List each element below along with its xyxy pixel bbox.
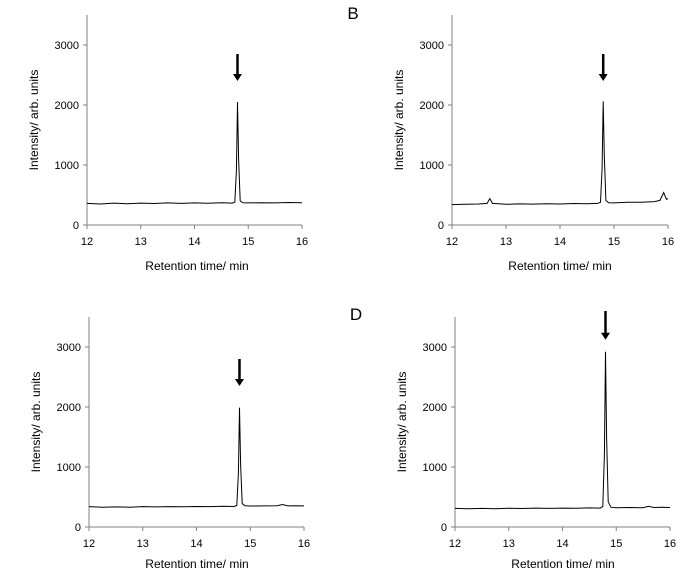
x-axis-label: Retention time/ min bbox=[508, 259, 612, 273]
x-tick-label: 12 bbox=[445, 236, 459, 248]
y-axis-label: Intensity/ arb. units bbox=[29, 371, 43, 473]
x-tick-label: 15 bbox=[610, 538, 623, 550]
y-tick-label: 0 bbox=[72, 220, 79, 232]
chromatogram-trace bbox=[452, 101, 668, 204]
y-tick-label: 2000 bbox=[54, 100, 79, 112]
y-axis-label: Intensity/ arb. units bbox=[392, 69, 406, 171]
x-axis-label: Retention time/ min bbox=[145, 259, 249, 273]
y-tick-label: 2000 bbox=[419, 100, 444, 112]
chart-panel-bottom-left bbox=[29, 317, 310, 568]
panel-letter-d: D bbox=[349, 305, 363, 324]
peak-arrow-head bbox=[599, 74, 608, 81]
x-tick-label: 13 bbox=[136, 538, 149, 550]
x-tick-label: 14 bbox=[553, 236, 567, 248]
x-tick-label: 15 bbox=[607, 236, 621, 248]
y-tick-label: 3000 bbox=[56, 342, 81, 354]
y-tick-label: 3000 bbox=[422, 342, 447, 354]
chromatogram-trace bbox=[87, 102, 302, 204]
peak-arrow-head bbox=[235, 379, 244, 386]
chart-panel-top-left bbox=[27, 15, 308, 273]
panel-letter-b: B bbox=[347, 4, 359, 23]
x-tick-label: 13 bbox=[502, 538, 515, 550]
x-tick-label: 12 bbox=[82, 538, 96, 550]
x-tick-label: 14 bbox=[188, 236, 201, 248]
y-tick-label: 0 bbox=[74, 522, 81, 534]
x-tick-label: 13 bbox=[134, 236, 147, 248]
x-axis-label: Retention time/ min bbox=[511, 557, 615, 568]
y-tick-label: 2000 bbox=[422, 402, 447, 414]
y-tick-label: 2000 bbox=[56, 402, 81, 414]
x-tick-label: 16 bbox=[295, 236, 309, 248]
y-tick-label: 1000 bbox=[419, 160, 444, 172]
y-tick-label: 1000 bbox=[56, 462, 81, 474]
x-tick-label: 16 bbox=[297, 538, 311, 550]
y-tick-label: 1000 bbox=[54, 160, 79, 172]
chart-panel-bottom-right bbox=[395, 311, 676, 568]
y-axis-label: Intensity/ arb. units bbox=[27, 69, 41, 171]
x-tick-label: 14 bbox=[556, 538, 569, 550]
x-tick-label: 15 bbox=[242, 236, 255, 248]
y-tick-label: 3000 bbox=[419, 40, 444, 52]
y-tick-label: 0 bbox=[437, 220, 444, 232]
x-tick-label: 15 bbox=[244, 538, 257, 550]
chromatogram-trace bbox=[455, 352, 670, 509]
x-tick-label: 13 bbox=[499, 236, 513, 248]
y-tick-label: 0 bbox=[440, 522, 447, 534]
x-tick-label: 14 bbox=[190, 538, 203, 550]
peak-arrow-head bbox=[601, 333, 610, 340]
y-axis-label: Intensity/ arb. units bbox=[395, 371, 409, 473]
x-tick-label: 16 bbox=[661, 236, 675, 248]
x-tick-label: 12 bbox=[80, 236, 94, 248]
y-tick-label: 3000 bbox=[54, 40, 79, 52]
x-axis-label: Retention time/ min bbox=[145, 557, 249, 568]
chromatogram-trace bbox=[89, 408, 304, 508]
peak-arrow-head bbox=[233, 74, 242, 81]
chart-panel-top-right bbox=[392, 15, 674, 273]
y-tick-label: 1000 bbox=[422, 462, 447, 474]
x-tick-label: 12 bbox=[448, 538, 462, 550]
x-tick-label: 16 bbox=[663, 538, 677, 550]
